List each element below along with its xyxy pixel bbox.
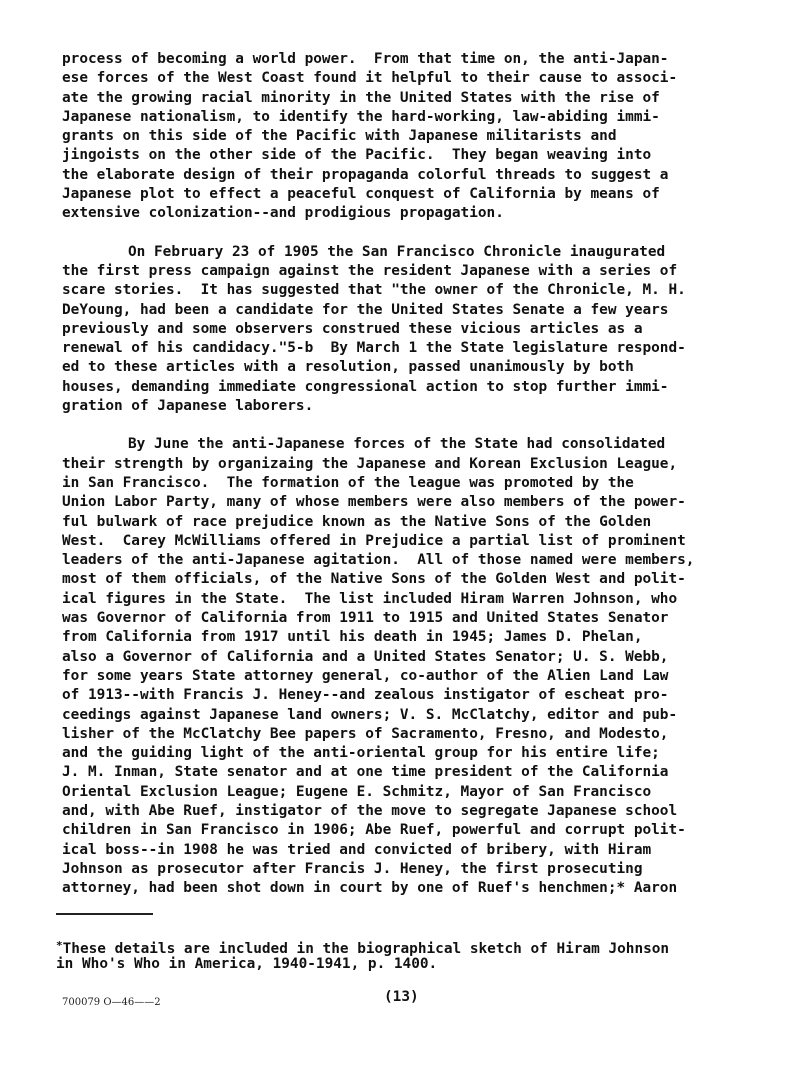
paragraph-3	[62, 435, 762, 898]
text-line: previously and some observers construed these vicious articles as a	[62, 320, 643, 337]
text-line: attorney, had been shot down in court by one of Ruef's henchmen;* Aaron	[62, 880, 678, 897]
text-line: extensive colonization--and prodigious propagation.	[62, 205, 504, 222]
text-line: most of them officials, of the Native Sons of the Golden West and polit-	[62, 571, 686, 588]
body-text	[62, 50, 762, 898]
text-line: in San Francisco. The formation of the league was promoted by the	[62, 474, 634, 491]
text-line: and, with Abe Ruef, instigator of the move to segregate Japanese school	[62, 802, 678, 819]
text-line: the first press campaign against the resident Japanese with a series of	[62, 262, 678, 279]
text-line: ical figures in the State. The list included Hiram Warren Johnson, who	[62, 590, 678, 607]
text-line: Union Labor Party, many of whose members were also members of the power-	[62, 494, 686, 511]
paragraph-2	[62, 243, 762, 417]
footnote-rule	[56, 913, 153, 915]
text-line: Japanese plot to effect a peaceful conquest of California by means of	[62, 186, 660, 203]
text-line: children in San Francisco in 1906; Abe Ruef, powerful and corrupt polit-	[62, 822, 686, 839]
text-line: process of becoming a world power. From that time on, the anti-Japan-	[62, 51, 669, 67]
text-line: Oriental Exclusion League; Eugene E. Schmitz, Mayor of San Francisco	[62, 783, 652, 800]
text-line: DeYoung, had been a candidate for the United States Senate a few years	[62, 301, 669, 318]
text-line: grants on this side of the Pacific with Japanese militarists and	[62, 128, 617, 145]
paragraph-1	[62, 50, 762, 224]
text-line: leaders of the anti-Japanese agitation. All of those named were members,	[62, 552, 695, 569]
text-line: J. M. Inman, State senator and at one time president of the California	[62, 764, 669, 781]
footnote-marker: *	[56, 939, 63, 952]
text-line: Japanese nationalism, to identify the hard-working, law-abiding immi-	[62, 108, 660, 125]
text-line: gration of Japanese laborers.	[62, 398, 314, 415]
text-line: of 1913--with Francis J. Heney--and zealous instigator of escheat pro-	[62, 687, 669, 704]
text-line: renewal of his candidacy."5-b By March 1 the State legislature respond-	[62, 340, 686, 357]
text-line: Johnson as prosecutor after Francis J. Heney, the first prosecuting	[62, 860, 643, 877]
text-line: West. Carey McWilliams offered in Prejudice a partial list of prominent	[62, 532, 686, 549]
text-line: ceedings against Japanese land owners; V. S. McClatchy, editor and pub-	[62, 706, 678, 723]
printing-code: 700079 O—46——2	[62, 997, 161, 1008]
footnote	[56, 936, 766, 975]
text-line: scare stories. It has suggested that "the owner of the Chronicle, M. H.	[62, 282, 686, 299]
text-line: was Governor of California from 1911 to 1915 and United States Senator	[62, 610, 669, 627]
text-line: the elaborate design of their propaganda colorful threads to suggest a	[62, 166, 669, 183]
text-line: their strength by organizaing the Japanese and Korean Exclusion League,	[62, 455, 678, 472]
text-line: ate the growing racial minority in the United States with the rise of	[62, 89, 660, 106]
text-line: lisher of the McClatchy Bee papers of Sacramento, Fresno, and Modesto,	[62, 725, 669, 742]
text-line: for some years State attorney general, co-author of the Alien Land Law	[62, 667, 669, 684]
text-line: also a Governor of California and a United States Senator; U. S. Webb,	[62, 648, 669, 665]
text-line: from California from 1917 until his death in 1945; James D. Phelan,	[62, 629, 643, 646]
text-line: houses, demanding immediate congressional action to stop further immi-	[62, 378, 669, 395]
text-line: ical boss--in 1908 he was tried and convicted of bribery, with Hiram	[62, 841, 652, 858]
text-line: ese forces of the West Coast found it helpful to their cause to associ-	[62, 70, 678, 87]
text-line: ful bulwark of race prejudice known as the Native Sons of the Golden	[62, 513, 652, 530]
text-line: By June the anti-Japanese forces of the State had consolidated	[128, 436, 666, 453]
text-line: jingoists on the other side of the Pacific. They began weaving into	[62, 147, 652, 164]
footnote-line: in Who's Who in America, 1940-1941, p. 1400.	[56, 956, 438, 973]
text-line: On February 23 of 1905 the San Francisco Chronicle inaugurated	[128, 243, 666, 260]
page-number: (13)	[384, 989, 419, 1005]
footnote-line: These details are included in the biographical sketch of Hiram Johnson	[62, 941, 670, 957]
text-line: and the guiding light of the anti-oriental group for his entire life;	[62, 745, 660, 762]
text-line: ed to these articles with a resolution, passed unanimously by both	[62, 359, 634, 376]
